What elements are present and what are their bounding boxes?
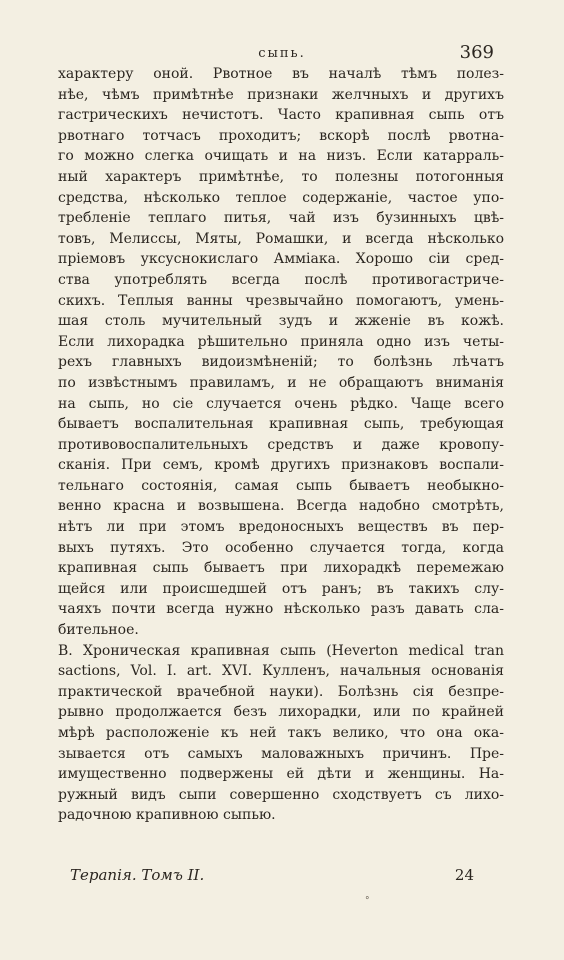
body-text <box>58 64 504 826</box>
text-line: ружный видъ сыпи совершенно сходствуетъ съ лихо- <box>58 786 504 803</box>
text-line: щейся или происшедшей отъ ранъ; въ такихъ слу- <box>58 580 504 597</box>
text-line: B. Хроническая крапивная сыпь (Heverton medical tran <box>58 642 504 659</box>
text-line: мѣрѣ расположеніе къ ней такъ велико, что она ока- <box>58 725 504 741</box>
page-number: 369 <box>459 42 494 63</box>
text-line: ства употреблять всегда послѣ противогастриче- <box>58 271 504 288</box>
text-line: требленіе теплаго питья, чай изъ бузинныхъ цвѣ- <box>58 210 504 227</box>
text-line: крапивная сыпь бываетъ при лихорадкѣ перемежаю <box>58 560 504 577</box>
text-line: скихъ. Теплыя ванны чрезвычайно помогаютъ, умень- <box>58 292 504 309</box>
text-line: венно красна и возвышена. Всегда надобно смотрѣть, <box>58 498 504 515</box>
text-line: зывается отъ самыхъ маловажныхъ причинъ. Пре- <box>58 745 504 762</box>
text-line: тельнаго состоянія, самая сыпь бываетъ необыкно- <box>58 477 504 494</box>
text-line: го можно слегка очищать и на низъ. Если катарраль- <box>58 148 504 165</box>
text-line: ный характеръ примѣтнѣе, то полезны потогонныя <box>58 168 504 185</box>
text-line: товъ, Мелиссы, Мяты, Ромашки, и всегда нѣсколько <box>58 230 504 247</box>
text-line: радочною крапивною сыпью. <box>58 807 276 824</box>
text-line: по извѣстнымъ правиламъ, и не обращаютъ вниманія <box>58 374 504 391</box>
print-speck: ° <box>365 896 370 906</box>
text-line: шая столь мучительный зудъ и жженіе въ кожѣ. <box>58 313 504 330</box>
text-line: бываетъ воспалительная крапивная сыпь, требующая <box>58 416 504 433</box>
text-line: рывно продолжается безъ лихорадки, или по крайней <box>58 704 504 721</box>
text-line: характеру оной. Рвотное въ началѣ тѣмъ полез- <box>58 66 504 82</box>
text-line: на сыпь, но сіе случается очень рѣдко. Чаще всего <box>58 395 504 412</box>
text-line: рвотнаго тотчасъ проходитъ; вскорѣ послѣ рвотна- <box>58 127 504 144</box>
text-line: противовоспалительныхъ средствъ и даже кровопу- <box>58 436 504 453</box>
text-line: пріемовъ уксуснокислаго Аммiака. Хорошо сіи сред- <box>58 251 504 268</box>
text-line: бительное. <box>58 622 139 639</box>
page-footer <box>70 866 474 888</box>
text-line: чаяхъ почти всегда нужно нѣсколько разъ давать сла- <box>58 601 504 618</box>
text-line: нѣтъ ли при этомъ вредоносныхъ веществъ въ пер- <box>58 519 504 536</box>
running-head <box>0 42 564 64</box>
text-line: нѣе, чѣмъ примѣтнѣе признаки желчныхъ и другихъ <box>58 86 504 103</box>
text-line: имущественно подвержены ей дѣти и женщины. На- <box>58 766 504 783</box>
text-line: практической врачебной науки). Болѣзнь сія безпре- <box>58 683 504 700</box>
text-line: гастрическихъ нечистотъ. Часто крапивная сыпь отъ <box>58 107 504 124</box>
text-line: sactions, Vol. I. art. XVI. Кулленъ, начальныя основанія <box>58 663 504 680</box>
text-line: Если лихорадка рѣшительно приняла одно изъ четы- <box>58 333 504 350</box>
text-line: рехъ главныхъ видоизмѣненій; то болѣзнь лѣчатъ <box>58 354 504 371</box>
sheet-number: 24 <box>454 866 474 884</box>
text-line: средства, нѣсколько теплое содержаніе, частое упо- <box>58 189 504 206</box>
text-line: выхъ путяхъ. Это особенно случается тогда, когда <box>58 539 504 556</box>
text-line: сканія. При семъ, кромѣ другихъ признаковъ воспали- <box>58 457 504 474</box>
volume-signature: Терапія. Томъ II. <box>70 866 205 884</box>
running-title: сыпь. <box>258 46 306 61</box>
